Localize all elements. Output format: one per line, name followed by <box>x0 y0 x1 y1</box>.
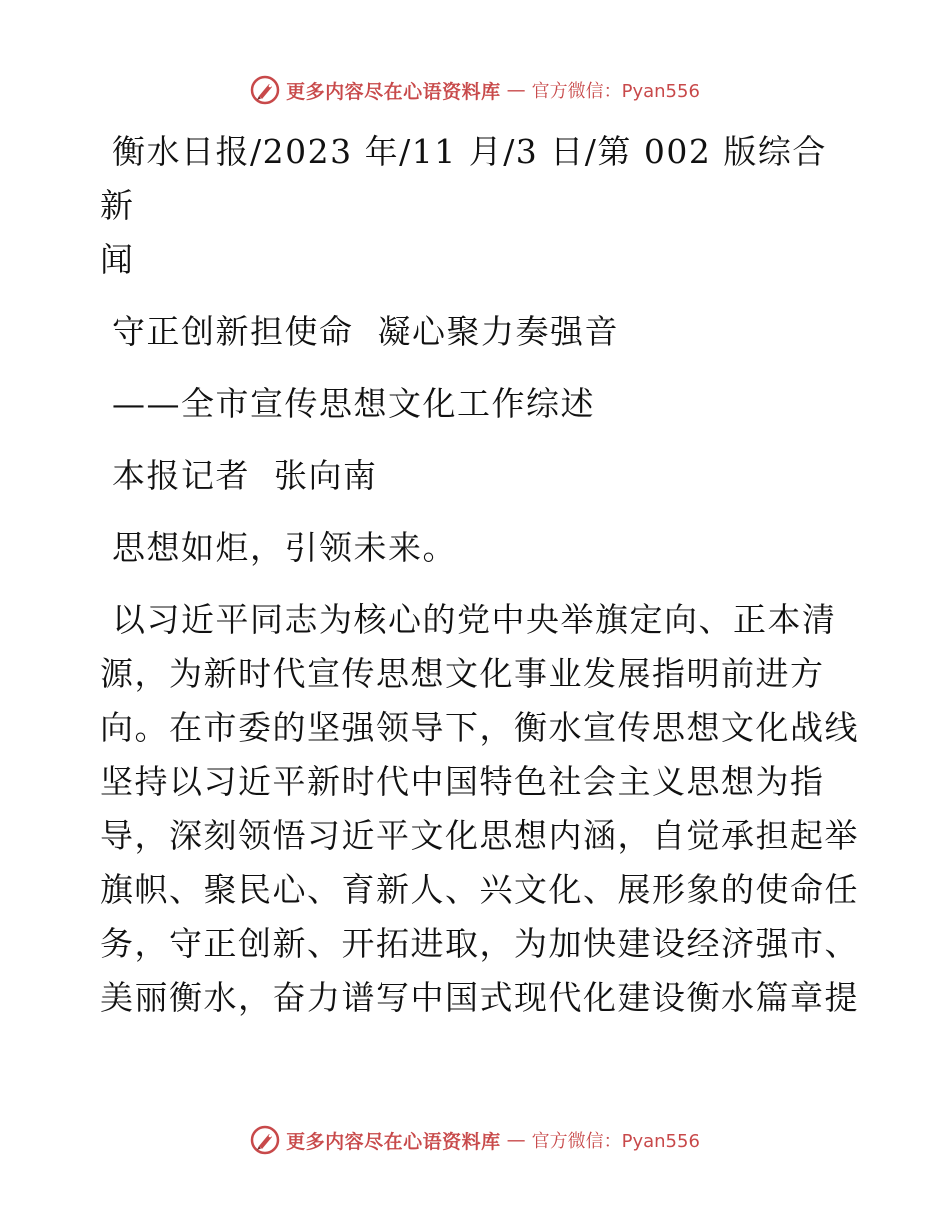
banner-wechat-text: 官方微信：Pyan556 <box>531 81 700 102</box>
lead-sentence: 思想如炬，引领未来。 <box>100 528 457 567</box>
fountain-pen-logo-icon <box>250 75 280 105</box>
dateline-line-1: 衡水日报/2023 年/11 月/3 日/第 002 版综合新 <box>100 132 827 225</box>
dateline-line-2: 闻 <box>100 240 135 279</box>
banner-wechat-text: 官方微信：Pyan556 <box>531 1131 700 1152</box>
body-line: 坚持以习近平新时代中国特色社会主义思想为指 <box>100 762 825 801</box>
body-line: 美丽衡水，奋力谱写中国式现代化建设衡水篇章提 <box>100 978 859 1017</box>
byline: 本报记者 张向南 <box>100 456 378 495</box>
fountain-pen-logo-icon <box>250 1125 280 1155</box>
banner-dash: — <box>506 79 526 101</box>
banner-main-text: 更多内容尽在心语资料库 <box>286 1130 501 1153</box>
body-line: 源，为新时代宣传思想文化事业发展指明前进方 <box>100 654 825 693</box>
body-line: 以习近平同志为核心的党中央举旗定向、正本清 <box>100 600 837 639</box>
header-banner <box>0 70 950 110</box>
banner-main-text: 更多内容尽在心语资料库 <box>286 80 501 103</box>
header-banner-content <box>250 75 700 105</box>
banner-dash: — <box>506 1129 526 1151</box>
body-line: 向。在市委的坚强领导下，衡水宣传思想文化战线 <box>100 708 859 747</box>
body-line: 导，深刻领悟习近平文化思想内涵，自觉承担起举 <box>100 816 859 855</box>
footer-banner <box>0 1120 950 1160</box>
body-line: 务，守正创新、开拓进取，为加快建设经济强市、 <box>100 924 859 963</box>
headline: 守正创新担使命 凝心聚力奏强音 <box>100 312 619 351</box>
footer-banner-content <box>250 1125 700 1155</box>
subheadline: ——全市宣传思想文化工作综述 <box>100 384 595 423</box>
body-paragraph <box>100 593 860 1025</box>
body-line: 旗帜、聚民心、育新人、兴文化、展形象的使命任 <box>100 870 859 909</box>
article-content <box>100 125 860 1025</box>
